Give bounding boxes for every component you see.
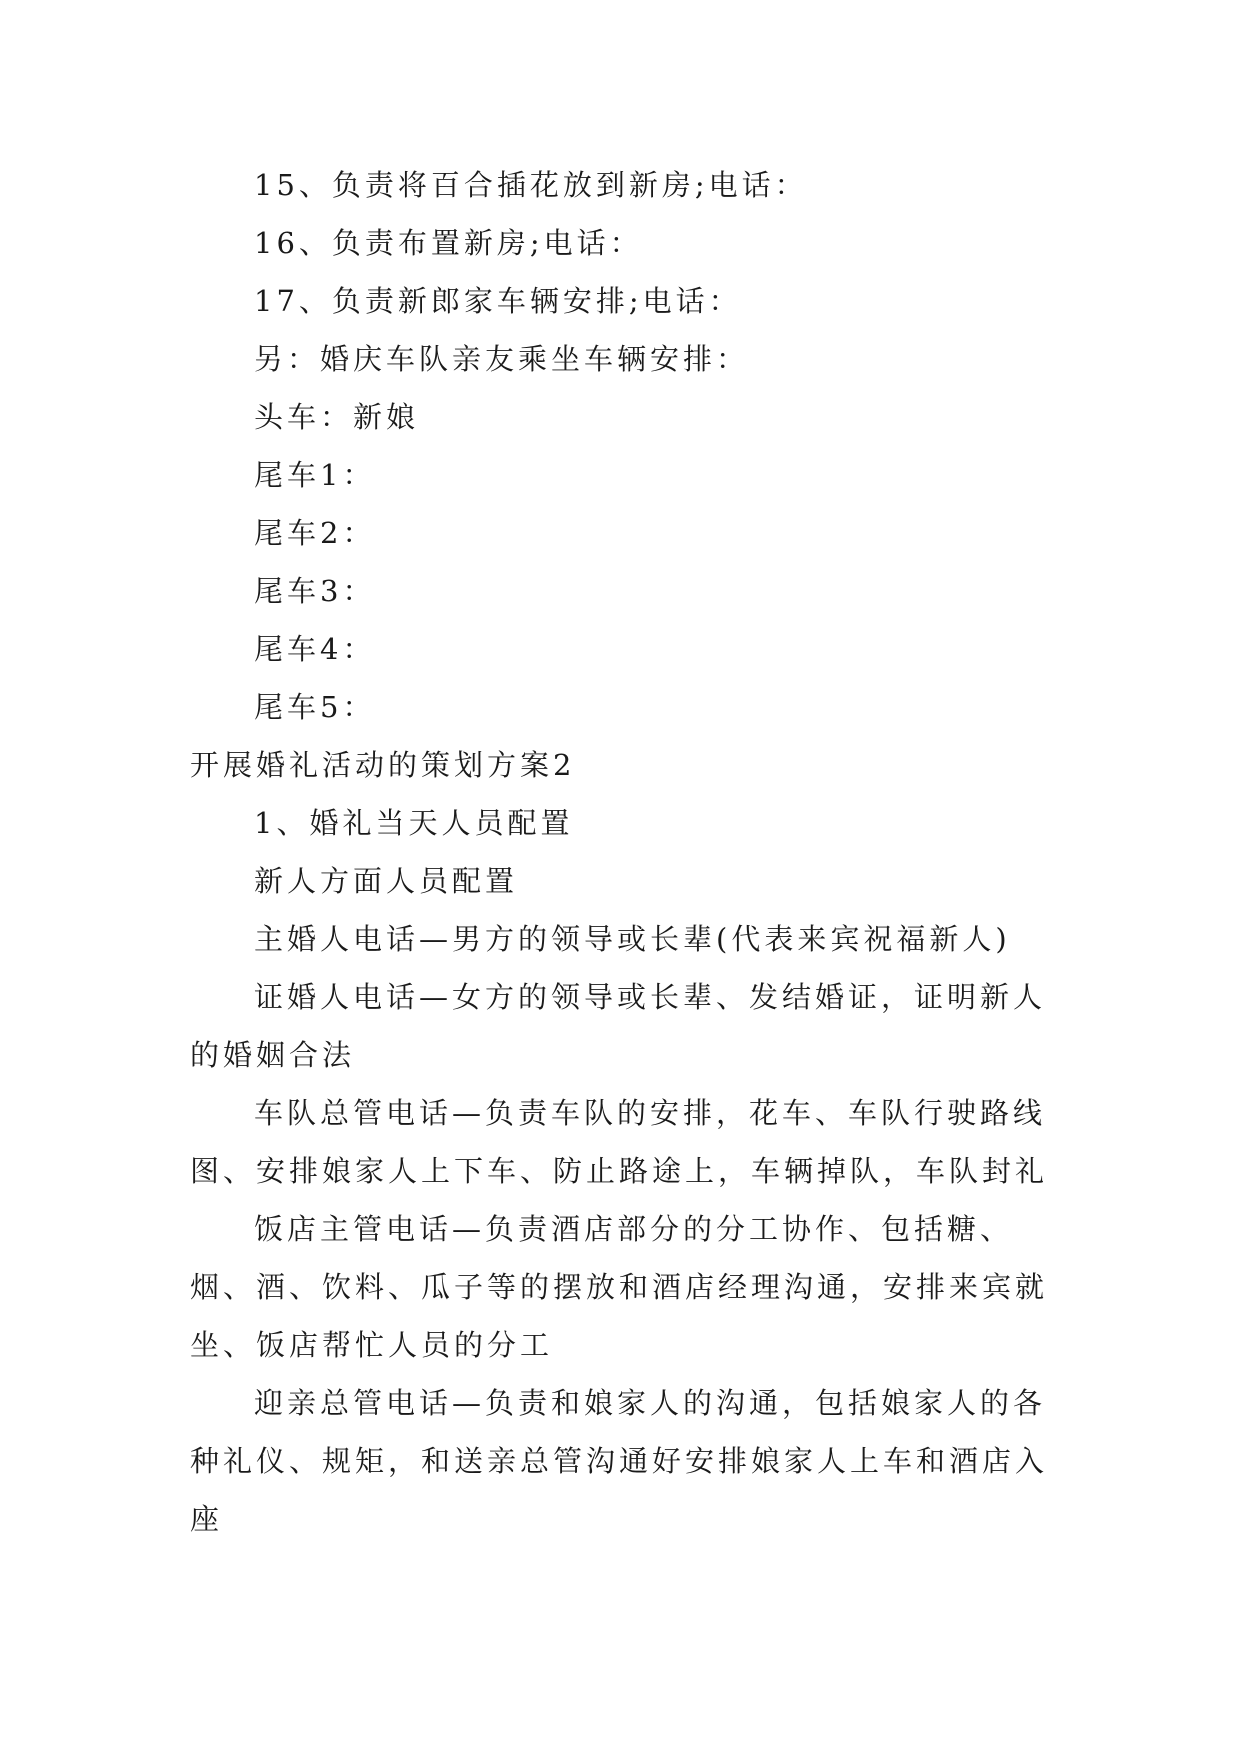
paragraph-staff-config: 1、婚礼当天人员配置 [254, 806, 574, 840]
paragraph-tail-car-3: 尾车3： [254, 574, 376, 608]
paragraph-witness: 证婚人电话—女方的领导或长辈、发结婚证，证明新人的婚姻合法 [190, 980, 1047, 1072]
paragraph-couple-staff: 新人方面人员配置 [254, 864, 519, 898]
section-heading: 开展婚礼活动的策划方案2 [190, 748, 576, 782]
paragraph-car-arrangement: 另：婚庆车队亲友乘坐车辆安排： [254, 342, 750, 376]
paragraph-item-17: 17、负责新郎家车辆安排;电话： [254, 284, 742, 318]
paragraph-item-15: 15、负责将百合插花放到新房;电话： [254, 168, 808, 202]
paragraph-tail-car-5: 尾车5： [254, 690, 376, 724]
paragraph-reception-manager: 迎亲总管电话—负责和娘家人的沟通，包括娘家人的各种礼仪、规矩，和送亲总管沟通好安排娘家人上车和酒店入座 [190, 1386, 1049, 1536]
document-body [190, 156, 1060, 1548]
paragraph-lead-car: 头车：新娘 [254, 400, 420, 434]
paragraph-fleet-manager: 车队总管电话—负责车队的安排，花车、车队行驶路线图、安排娘家人上下车、防止路途上，车辆掉队，车队封礼 [190, 1096, 1049, 1188]
paragraph-restaurant-manager: 饭店主管电话—负责酒店部分的分工协作、包括糖、烟、酒、饮料、瓜子等的摆放和酒店经理沟通，安排来宾就坐、饭店帮忙人员的分工 [190, 1212, 1049, 1362]
paragraph-officiant: 主婚人电话—男方的领导或长辈(代表来宾祝福新人) [254, 922, 1011, 956]
paragraph-tail-car-4: 尾车4： [254, 632, 376, 666]
paragraph-tail-car-2: 尾车2： [254, 516, 376, 550]
paragraph-tail-car-1: 尾车1： [254, 458, 376, 492]
paragraph-item-16: 16、负责布置新房;电话： [254, 226, 643, 260]
